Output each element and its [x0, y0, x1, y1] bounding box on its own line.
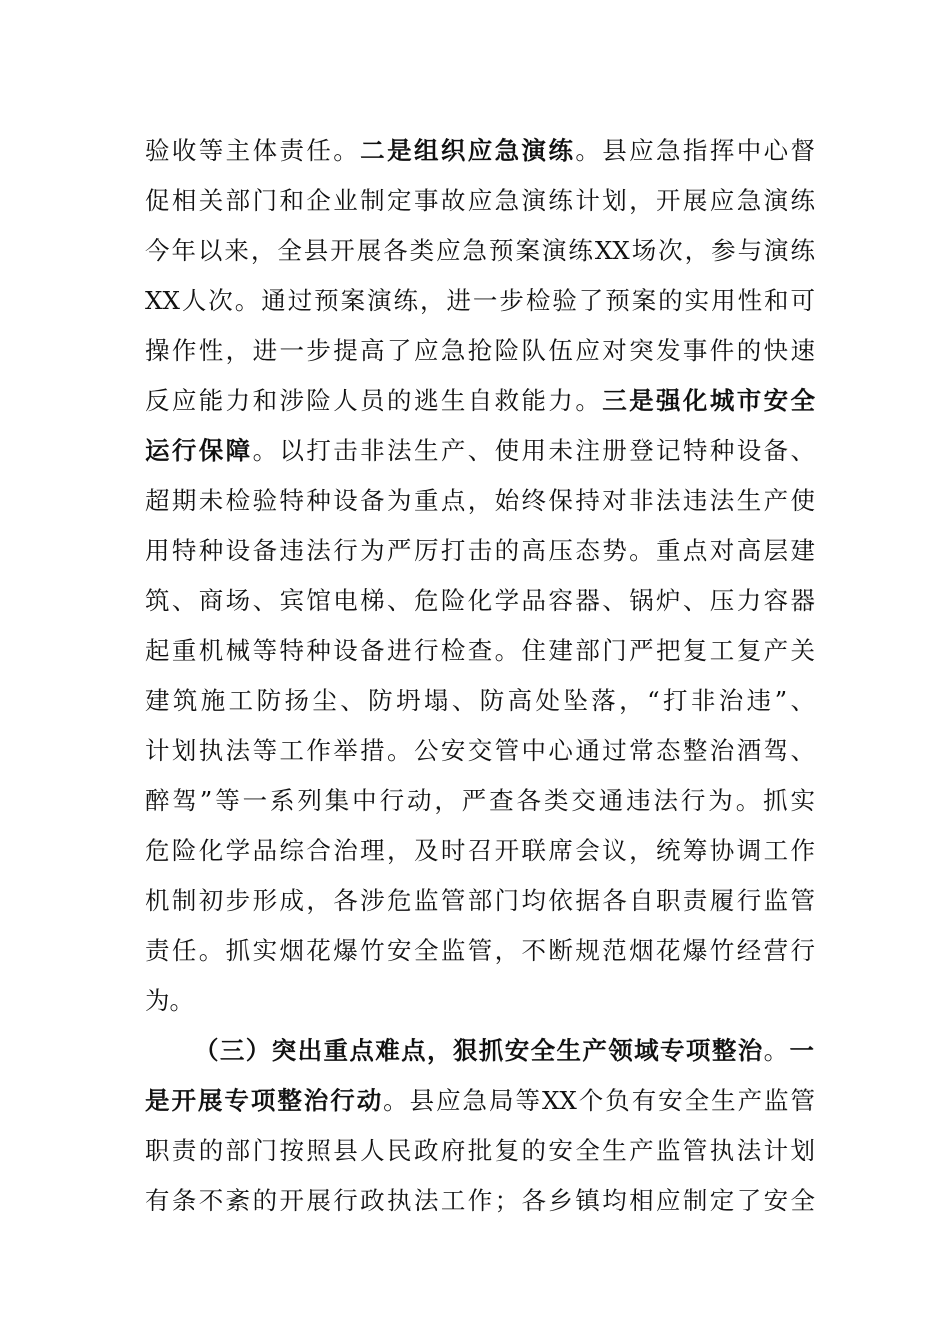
bold-heading: 二是组织应急演练 — [360, 136, 576, 165]
text-segment: 验收等主体责任。 — [145, 136, 361, 165]
text-line — [145, 283, 815, 319]
text-line — [145, 133, 815, 169]
text-line — [145, 533, 815, 569]
text-segment: XX人次。通过预案演练，进一步检验了预案的实用性和可 — [145, 286, 815, 315]
text-segment: 有条不紊的开展行政执法工作；各乡镇均相应制定了安全 — [145, 1186, 815, 1215]
text-segment: 建筑施工防扬尘、防坍塌、防高处坠落，“打非治违”、 — [145, 686, 815, 715]
text-line — [145, 183, 815, 219]
text-line — [145, 333, 815, 369]
text-line — [145, 383, 815, 419]
text-line — [145, 783, 815, 819]
text-line — [145, 233, 815, 269]
text-line — [145, 883, 815, 919]
text-segment: 为。 — [145, 986, 194, 1015]
text-segment: 职责的部门按照县人民政府批复的安全生产监管执法计划 — [145, 1136, 815, 1165]
text-line — [145, 833, 815, 869]
bold-heading: 是开展专项整治行动 — [145, 1086, 384, 1115]
text-segment: 计划执法等工作举措。公安交管中心通过常态整治酒驾、 — [145, 736, 815, 765]
section-heading: （三）突出重点难点，狠抓安全生产领域专项整治 — [194, 1036, 764, 1065]
text-segment: 醉驾”等一系列集中行动，严查各类交通违法行为。抓实 — [145, 786, 815, 815]
text-segment: 机制初步形成，各涉危监管部门均依据各自职责履行监管 — [145, 886, 815, 915]
text-line — [145, 1083, 815, 1119]
text-segment: 筑、商场、宾馆电梯、危险化学品容器、锅炉、压力容器 — [145, 586, 815, 615]
text-segment: 操作性，进一步提高了应急抢险队伍应对突发事件的快速 — [145, 336, 815, 365]
text-segment: 。以打击非法生产、使用未注册登记特种设备、 — [252, 436, 816, 465]
text-segment: 促相关部门和企业制定事故应急演练计划，开展应急演练 — [145, 186, 815, 215]
text-segment: 超期未检验特种设备为重点，始终保持对非法违法生产使 — [145, 486, 815, 515]
text-line — [145, 1133, 815, 1169]
text-segment: 危险化学品综合治理，及时召开联席会议，统筹协调工作 — [145, 836, 815, 865]
bold-heading: 运行保障 — [145, 436, 253, 465]
text-segment: 。 — [763, 1036, 790, 1065]
text-segment: 责任。抓实烟花爆竹安全监管，不断规范烟花爆竹经营行 — [145, 936, 815, 965]
text-segment: 。县应急指挥中心督 — [575, 136, 816, 165]
text-line — [145, 933, 815, 969]
section-heading-line — [194, 1033, 814, 1069]
text-line — [145, 683, 815, 719]
text-segment: 。县应急局等XX个负有安全生产监管 — [383, 1086, 815, 1115]
text-segment: 起重机械等特种设备进行检查。住建部门严把复工复产关 — [145, 636, 815, 665]
text-line — [145, 983, 815, 1019]
text-segment: 反应能力和涉险人员的逃生自救能力。 — [145, 386, 603, 415]
bold-heading: 三是强化城市安全 — [602, 386, 816, 415]
text-segment: 用特种设备违法行为严厉打击的高压态势。重点对高层建 — [145, 536, 815, 565]
text-line — [145, 433, 815, 469]
bold-heading: 一 — [789, 1036, 815, 1065]
text-line — [145, 1183, 815, 1219]
text-line — [145, 583, 815, 619]
text-line — [145, 633, 815, 669]
text-line — [145, 483, 815, 519]
text-line — [145, 733, 815, 769]
text-segment: 今年以来，全县开展各类应急预案演练XX场次，参与演练 — [145, 236, 815, 265]
